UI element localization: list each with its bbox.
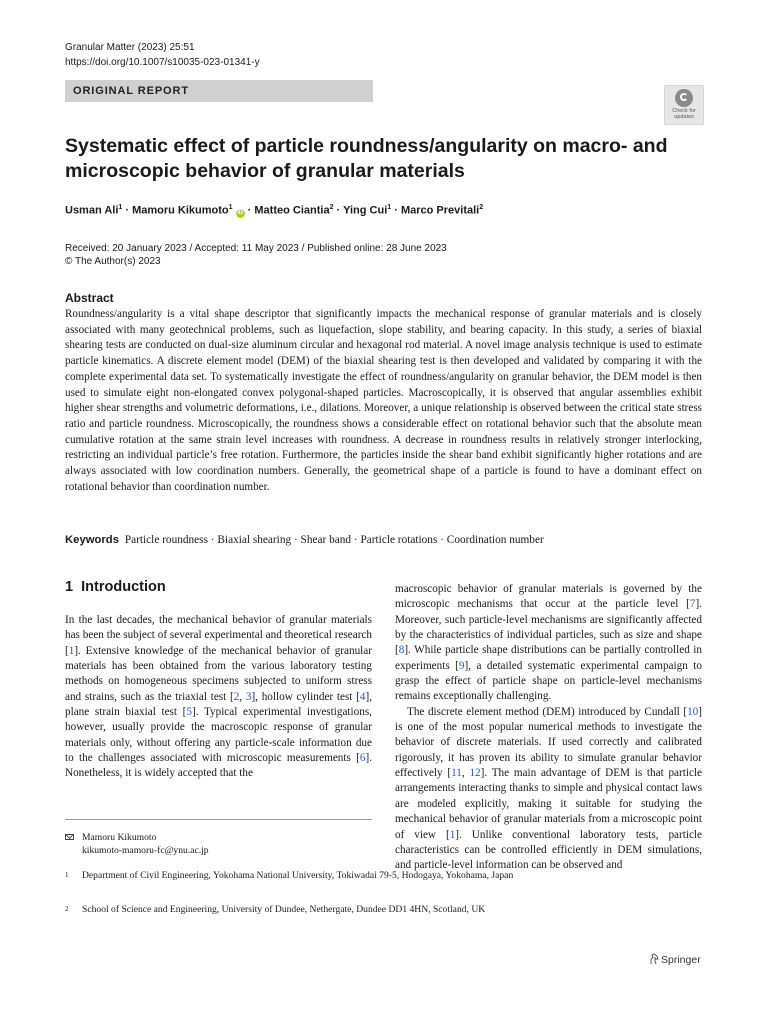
check-updates-line2: updates [674,114,694,120]
citation-link[interactable]: 9 [458,659,465,672]
contact-email[interactable]: kikumoto-mamoru-fc@ynu.ac.jp [82,845,209,856]
section-label: ORIGINAL REPORT [65,80,373,102]
author-separator: · [122,204,133,217]
author-name[interactable]: Matteo Ciantia [254,204,330,217]
intro-paragraph-2: The discrete element method (DEM) introduced by Cundall [10] is one of the most popular numerical methods to investigate the behavior of discrete materials. If used correctly and calibrated rigorously, it has proven its ability to simulate granular behavior effectively [11, 12]. The main advantage of DEM is that particle arrangements interacting thanks to simple and physical contact laws are modeled explicitly, making it suitable for studying the mechanical behavior of granular materials from a microscopic point of view [1]. Unlike conventional laboratory tests, particle characteristics can be controlled efficiently in DEM simulations, and particle-level information can be observed and [395,705,702,872]
keyword: Biaxial shearing [217,534,292,546]
author-name[interactable]: Mamoru Kikumoto [132,204,229,217]
doi-link[interactable]: https://doi.org/10.1007/s10035-023-01341-y [65,57,260,68]
check-for-updates-button[interactable] [664,85,704,125]
citation-link[interactable]: 5 [186,706,192,719]
citation-link[interactable]: 4 [359,690,366,703]
affiliation-note [65,903,485,916]
journal-citation: Granular Matter (2023) 25:51 [65,42,195,53]
author-affiliation-mark: 1 [228,204,233,211]
citation-link[interactable]: 10 [687,705,699,718]
keywords-list: Particle roundness · Biaxial shearing · Shear band · Particle rotations · Coordination number [124,534,544,546]
author-separator: · [244,204,255,217]
section-title: Introduction [81,579,166,595]
keyword: Shear band [300,534,352,546]
keyword: Particle roundness [124,534,208,546]
citation-link[interactable]: 2 [233,690,240,703]
check-updates-line1: Check for [672,108,696,114]
paper-title: Systematic effect of particle roundness/angularity on macro- and microscopic behavior of granular materials [65,135,668,182]
footnote-divider [65,819,372,820]
publication-dates [65,242,447,268]
author-name[interactable]: Usman Ali [65,204,119,217]
envelope-icon [65,834,74,840]
citation-link[interactable]: 12 [469,767,481,780]
section-number: 1 [65,579,74,595]
history-dates: Received: 20 January 2023 / Accepted: 11 May 2023 / Published online: 28 June 2023 [65,243,447,254]
author-separator: · [391,204,401,217]
section-heading-introduction [65,579,166,595]
intro-paragraph-1-continued: macroscopic behavior of granular materials is governed by the microscopic mechanisms that occur at the particle level [7]. Moreover, such particle-level mechanisms are significantly affected by the characteristics of individual particles, such as size and shape [8]. While particle shape distributions can be partially controlled in experiments [9], a detailed systematic experimental campaign to grasp the effect of particle shape on particle-level mechanisms remains exceptionally challenging. [395,583,702,703]
citation-link[interactable]: 8 [398,644,405,657]
citation-link[interactable]: 3 [245,690,252,703]
keywords-label: Keywords [65,534,119,546]
abstract-body: Roundness/angularity is a vital shape descriptor that significantly impacts the mechanical response of granular materials and is closely associated with many geotechnical problems, such as liquefaction, slope stability, and bearing capacity. In this study, a series of biaxial shearing tests are conducted on dual-size aluminum circular and hexagonal rod material. A novel image analysis technique is used to estimate particle kinematics. A discrete element model (DEM) of the biaxial shearing test is then developed and validated by comparing it with the complete experimental data set. To systematically investigate the effect of roundness/angularity on granular behavior, the DEM model is then used to simulate eight non-elongated convex polygonal-shaped particles. Macroscopically, it is observed that angular assemblies exhibit higher shear strengths and volumetric deformations, i.e., dilations. Moreover, a unique relationship is observed between the critical state stress ratio and particle roundness. Microscopically, the roundness shows a considerable effect on rotational behavior such that the absolute mean cumulative rotation at the same strain level increases with roundness. A decrease in roundness results in relatively stronger interlocking, restricting an individual particle’s free rotation. Furthermore, the particles inside the shear band exhibit significantly higher rotations and are always associated with low coordination numbers. Generally, the geometrical shape of a particle is found to have a dominant effect on rotational behavior than coordination number. [65,308,702,493]
author-name[interactable]: Ying Cui [343,204,388,217]
affiliation-mark: 1 [65,871,69,879]
citation-link[interactable]: 1 [68,644,75,657]
citation-link[interactable]: 6 [359,752,366,765]
springer-horse-icon [649,953,659,965]
orcid-icon[interactable]: iD [237,209,244,216]
journal-meta [65,40,260,70]
keyword: Coordination number [446,534,544,546]
keywords-line [65,534,544,546]
citation-link[interactable]: 1 [449,828,456,841]
contact-name: Mamoru Kikumoto [82,832,157,843]
corresponding-author-note [65,831,209,857]
intro-paragraph-1: In the last decades, the mechanical behavior of granular materials has been the subject of several experimental and theoretical research [1]. Extensive knowledge of the mechanical behavior of granular materials has been obtained from the various laboratory testing methods on homogeneous specimens subjected to uniform stress and strains, such as the triaxial test [2, 3], hollow cylinder test [4], plane strain biaxial test [5]. Typical experimental investigations, however, usually provide the macroscopic response of granular materials only, without offering any particle-scale information due to the challenges associated with microscopic measurements [6]. Nonetheless, it is widely accepted that the [65,614,372,780]
author-separator: · [333,204,344,217]
author-name[interactable]: Marco Previtali [400,204,480,217]
publisher-name: Springer [661,954,701,966]
affiliation-text: Department of Civil Engineering, Yokohama National University, Tokiwadai 79-5, Hodogaya, Yokohama, Japan [82,870,514,881]
affiliation-text: School of Science and Engineering, University of Dundee, Nethergate, Dundee DD1 4HN, Scotland, UK [82,904,486,915]
affiliation-note [65,869,513,882]
author-affiliation-mark: 2 [329,204,334,211]
intro-right-column [395,582,702,874]
author-affiliation-mark: 1 [118,204,123,211]
copyright-notice: © The Author(s) 2023 [65,256,161,267]
citation-link[interactable]: 11 [451,767,462,780]
affiliation-mark: 2 [65,905,69,913]
citation-link[interactable]: 7 [689,598,696,611]
author-list [65,204,483,218]
abstract-heading: Abstract [65,291,114,305]
keyword: Particle rotations [360,534,438,546]
check-updates-icon [675,89,693,107]
publisher-logo [649,953,701,966]
author-affiliation-mark: 2 [479,204,484,211]
author-affiliation-mark: 1 [387,204,392,211]
